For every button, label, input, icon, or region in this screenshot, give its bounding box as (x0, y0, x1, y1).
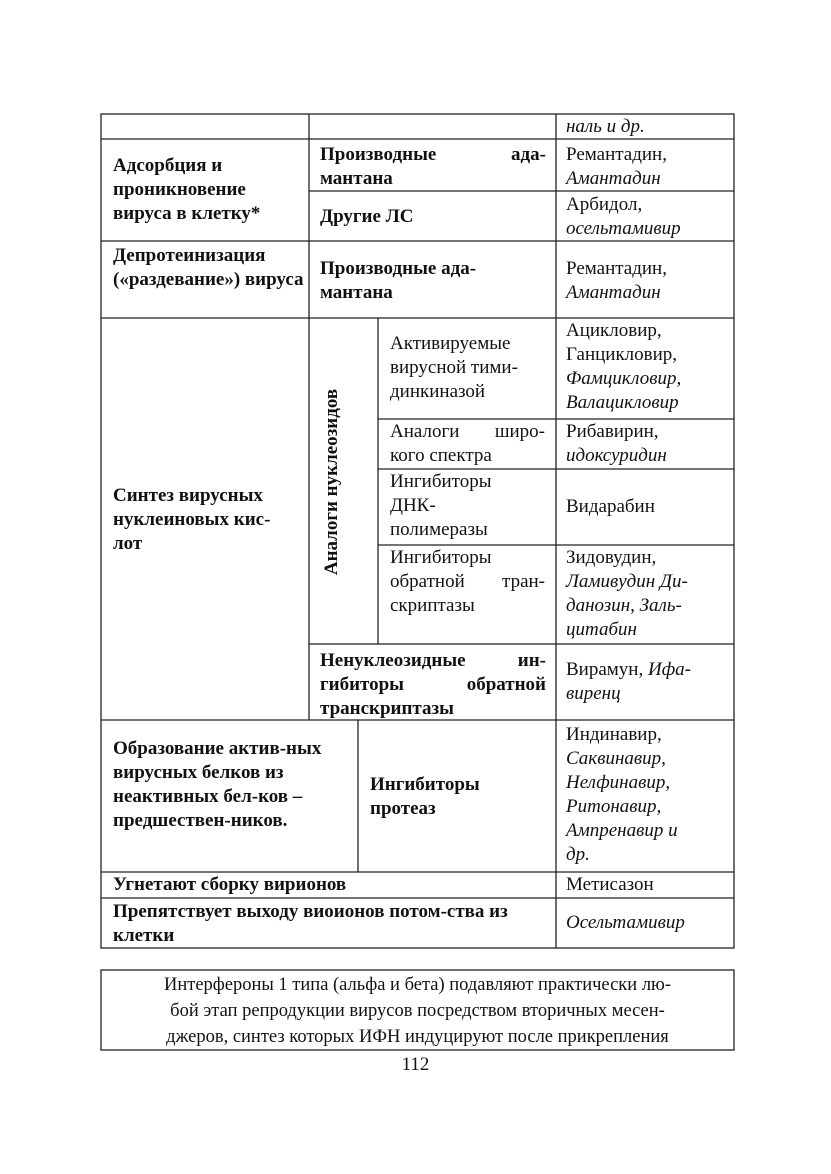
interferon-note: Интерфероны 1 типа (альфа и бета) подавляют практически лю- бой этап репродукции вирусов посредством вторичных месен- джеров, синтез которых ИФН индуцируют после прикрепления (163, 975, 672, 1047)
group-adamantane-1: Производные ада-мантана (320, 144, 546, 189)
drug-oseltamivir: Осельтамивир (566, 912, 685, 933)
drugs-reverse-transcriptase: Зидовудин, Ламивудин Ди- данозин, Заль- цитабин (566, 547, 688, 640)
page-number: 112 (401, 1054, 430, 1075)
stage-proteins: Образование актив-ных вирусных белков из неактивных бел-ков – предшествен-ников. (113, 738, 322, 831)
stage-release: Препятствует выходу виоионов потом-ства из клетки (113, 901, 508, 946)
cell-continued-text: наль и др. (566, 116, 645, 137)
drugs-dna-polymerase: Видарабин (566, 496, 655, 517)
drugs-adamantane-1: Ремантадин, Амантадин (566, 144, 667, 189)
drug-metisazone: Метисазон (566, 874, 654, 895)
stage-synthesis: Синтез вирусных нуклеиновых кис-лот (113, 485, 271, 554)
group-adamantane-2: Производные ада-мантана (320, 258, 477, 303)
drugs-protease: Индинавир, Саквинавир, Нелфинавир, Ритонавир, Ампренавир и др. (566, 724, 678, 865)
group-nonnucleoside: Ненуклеозидные ин-гибиторы обратной транскриптазы (320, 650, 546, 719)
sub-reverse-transcriptase: Ингибиторы обратной тран-скриптазы (390, 547, 545, 616)
sub-thymidine-kinase: Активируемые вирусной тими-динкиназой (390, 333, 518, 402)
nucleoside-analogs-label: Аналоги нуклеозидов (321, 388, 342, 576)
stage-assembly: Угнетают сборку вирионов (113, 874, 347, 895)
sub-broad-spectrum: Аналоги широ-кого спектра (390, 421, 545, 466)
sub-dna-polymerase: Ингибиторы ДНК-полимеразы (390, 471, 492, 540)
drugs-broad-spectrum: Рибавирин, идоксуридин (566, 421, 667, 466)
stage-adsorption: Адсорбция и проникновение вируса в клетку* (113, 155, 261, 224)
drugs-thymidine-kinase: Ацикловир, Ганцикловир, Фамцикловир, Валацикловир (566, 320, 682, 413)
group-protease-inhibitors: Ингибиторы протеаз (370, 774, 480, 819)
group-other-drugs: Другие ЛС (320, 206, 414, 227)
drugs-other: Арбидол, осельтамивир (566, 194, 681, 239)
stage-deproteinization: Депротеинизация («раздевание») вируса (113, 245, 304, 290)
drugs-adamantane-2: Ремантадин, Амантадин (566, 258, 667, 303)
drugs-nonnucleoside: Вирамун, Ифа- виренц (566, 659, 692, 704)
